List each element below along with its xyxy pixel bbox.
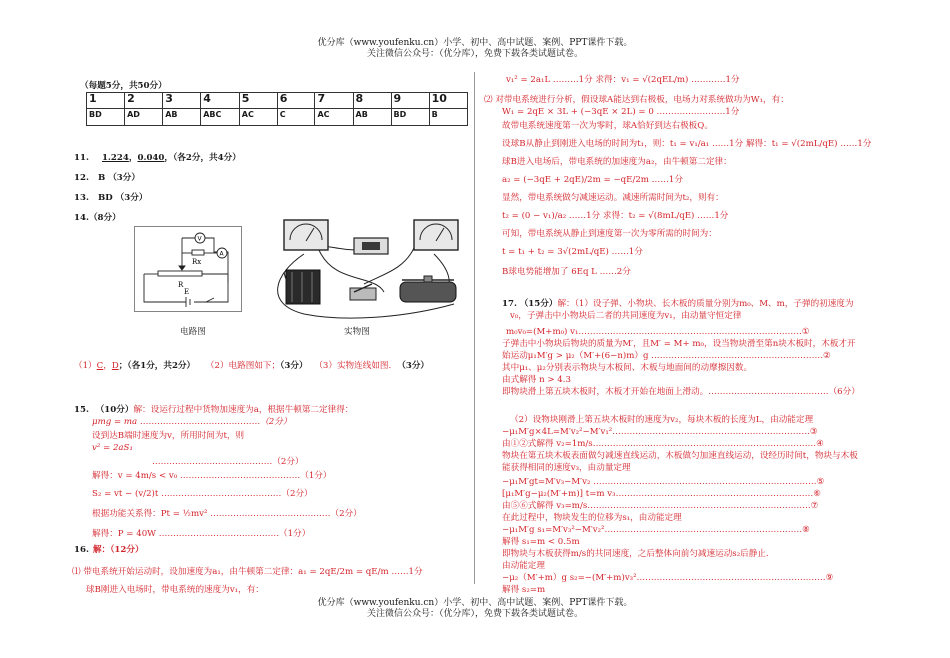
q16-head-text: 解：（12分） [92, 545, 144, 555]
q15-eq1: μmg = ma ……………………………………（2分） [92, 417, 292, 427]
q11-a1: 1.224 [101, 153, 129, 163]
circuit-caption: 电路图 [180, 327, 206, 337]
q11-sep: ， [128, 153, 138, 163]
q17-score: （15分） [519, 299, 558, 309]
r-line-6: 球B进入电场后，带电系统的加速度为a₂，由牛顿第二定律： [502, 157, 732, 167]
circuit-label-v: V [197, 235, 202, 243]
mc-answer-table [86, 92, 468, 126]
q17-l12: 物块在第五块木板表面做匀减速直线运动，木板做匀加速直线运动，设经历时间t，物块与木板 [502, 451, 858, 461]
mc-answer: B [429, 109, 467, 126]
mc-heading: （每题5分，共50分） [80, 81, 167, 91]
r-line-10: 可知，带电系统从静止到速度第一次为零所需的时间为： [502, 229, 717, 239]
r-line-7: a₂ = (−3qE + 2qE)/2m = −qE/2m ……1分 [502, 175, 683, 185]
q16-num: 16. [74, 545, 89, 555]
r-line-9: t₂ = (0 − v₁)/a₂ ……1分 求得：t₂ = √(8mL/qE) ……1分 [502, 211, 729, 221]
q14-c: C [96, 361, 104, 371]
q17-l9: （2）设物块刚滑上第五块木板时的速度为v₂，每块木板的长度为L，由动能定理 [510, 415, 814, 425]
q11-a2: 0.040 [137, 153, 165, 163]
mc-number: 4 [201, 93, 240, 109]
q12-answer [74, 172, 140, 184]
q17-l10: −μ₁M′g×4L=M′v₂²−M′v₁²……………………………………………………………③ [502, 427, 818, 437]
mc-answer: BD [391, 109, 429, 126]
q15-eq3: 解得：v = 4m/s < v₀ ……………………………………（1分） [92, 471, 332, 481]
q17-l18: −μ₁M′g s₁=M′v₃²−M′v₂²……………………………………………………………⑧ [502, 525, 810, 535]
q17-l3: m₀v₀=(M+m₀) v₁……………………………………………………………………① [506, 327, 810, 337]
mc-number: 6 [277, 93, 315, 109]
q14-p2-score: （3分） [280, 361, 308, 371]
r-line-4: 故带电系统速度第一次为零时，球A恰好到达右极板Q。 [502, 121, 713, 131]
q14-p1: （1） [74, 361, 97, 371]
q15-intro: 解：设运行过程中货物加速度为a，根据牛顿第二定律得： [133, 405, 354, 415]
q17-l2: v₀，子弹击中小物块后二者的共同速度为v₁，由动量守恒定律 [510, 311, 742, 321]
q14-answers [74, 360, 429, 372]
q15-eq6: 解得：P = 40W ……………………………………（1分） [92, 529, 311, 539]
switch-icon [350, 284, 376, 300]
mc-answer: AB [353, 109, 391, 126]
circuit-diagram [134, 226, 242, 312]
q17-l13: 能获得相同的速度v₃，由动量定理 [502, 463, 631, 473]
q14-heading [74, 212, 121, 224]
q15-eq2: v² = 2aS₁ [92, 443, 133, 453]
q14-d: D [111, 361, 119, 371]
column-divider [474, 72, 475, 584]
q17-l11: 由①②式解得 v₂=1m/s……………………………………………………………………④ [502, 439, 824, 449]
q17-num: 17. [502, 299, 517, 309]
header-line-1: 优分库（www.youfenku.cn）小学、初中、高中试题、案例、PPT课件下载。 [317, 38, 633, 48]
mc-number-row [87, 93, 468, 109]
mc-answer: ABC [201, 109, 240, 126]
q17-l16: 由⑤⑥式解得 v₃=m/s……………………………………………………………………⑦ [502, 501, 819, 511]
mc-number: 8 [353, 93, 391, 109]
page-header [0, 38, 950, 60]
q13-answer [74, 192, 147, 204]
q17-l1: 解：（1）设子弹、小物块、长木板的质量分别为m₀、M、m，子弹的初速度为 [557, 299, 854, 309]
q15-eq5: 根据功能关系得：Pt = ½mv² ……………………………………（2分） [92, 509, 362, 519]
q17-l8: 即物块滑上第五块木板时，木板才开始在地面上滑动。……………………………………（6分） [502, 387, 860, 397]
q12-text: B （3分） [97, 173, 140, 183]
mc-number: 10 [429, 93, 467, 109]
q17-l15: [μ₁M′g−μ₂(M′+m)] t=m v₃……………………………………………………………⑥ [502, 489, 821, 499]
mc-answer: AB [163, 109, 201, 126]
mc-number: 2 [125, 93, 163, 109]
r-line-2: ⑵ 对带电系统进行分析，假设球A能达到右极板，电场力对系统做功为W₁，有： [484, 95, 789, 105]
q15-l2: 设到达B端时速度为v，所用时间为t，则 [92, 431, 245, 441]
r-line-8: 显然，带电系统做匀减速运动。减速所需时间为t₂，则有： [502, 193, 724, 203]
mc-answer: AC [239, 109, 277, 126]
q17-l6: 其中μ₁、μ₂分别表示物块与木板间、木板与地面间的动摩擦因数。 [502, 363, 753, 373]
r-line-5: 设球B从静止到刚进入电场的时间为t₁，则：t₁ = v₁/a₁ ……1分 解得：t₁ = √(2mL/qE) ……1分 [502, 139, 872, 149]
ammeter-icon [414, 220, 458, 250]
voltmeter-icon [284, 220, 328, 250]
r-line-3: W₁ = 2qE × 3L + (−3qE × 2L) = 0 ……………………1分 [502, 107, 740, 117]
q11-answer [74, 152, 241, 164]
q17-l17: 在此过程中，物块发生的位移为s₁，由动能定理 [502, 513, 682, 523]
q17-head [502, 298, 854, 310]
q15-num: 15. [74, 405, 89, 415]
q15-head [74, 404, 353, 416]
mc-answer: BD [87, 109, 125, 126]
circuit-label-rx: Rx [192, 258, 202, 266]
mc-number: 3 [163, 93, 201, 109]
q16-p1b: 球B刚进入电场时，带电系统的速度为v₁，有： [86, 585, 264, 595]
mc-number: 1 [87, 93, 125, 109]
q12-num: 12. [74, 173, 89, 183]
mc-answer: AC [315, 109, 353, 126]
q11-num: 11. [74, 153, 89, 163]
mc-answer: AD [125, 109, 163, 126]
footer-line-2: 关注微信公众号：（优分库），免费下载各类试题试卷。 [366, 609, 583, 619]
mc-answer: C [277, 109, 315, 126]
q17-l14: −μ₁M′gt=M′v₃−M′v₂ ……………………………………………………………………⑤ [502, 477, 825, 487]
circuit-label-r: R [178, 281, 184, 289]
q13-text: BD （3分） [97, 193, 148, 203]
q14-p1-score: ；（各1分，共2分） [118, 361, 196, 371]
q13-num: 13. [74, 193, 89, 203]
circuit-label-a: A [219, 250, 224, 258]
q16-head [74, 544, 144, 556]
q17-l22: −μ₂（M′+m）g s₂=−(M′+m)v₃²…………………………………………………………⑨ [502, 573, 834, 583]
resistor-box-icon [354, 238, 388, 254]
q15-eq4: S₂ = vt − (v/2)t ……………………………………（2分） [92, 489, 313, 499]
mc-answer-row [87, 109, 468, 126]
q14-text: （8分） [88, 213, 121, 223]
q15-score: （10分） [95, 405, 134, 415]
q17-l7: 由式解得 n > 4.3 [502, 375, 571, 385]
circuit-label-e: E [184, 288, 190, 296]
page-footer [0, 598, 950, 620]
q17-l5: 始运动μ₁M′g > μ₂（M′+(6−n)m）g ……………………………………………………② [502, 351, 831, 361]
q14-num: 14. [74, 213, 89, 223]
q17-l23: 解得 s₂=m [502, 585, 546, 595]
q15-eq2-score: ……………………………………（2分） [152, 457, 304, 467]
battery-icon [286, 270, 320, 304]
q14-p3-score: （3分） [397, 361, 430, 371]
mc-number: 7 [315, 93, 353, 109]
q17-l4: 子弹击中小物块后物块的质量为M′，且M′ = M+ m₀，设当物块滑至第n块木板时，木板才开 [502, 339, 856, 349]
q11-score: ，（各2分，共4分） [164, 153, 241, 163]
r-line-1: v₁² = 2a₁L ………1分 求得：v₁ = √(2qEL/m) …………1分 [506, 75, 740, 85]
r-line-11: t = t₁ + t₂ = 3√(2mL/qE) ……1分 [502, 247, 643, 257]
q17-l21: 由动能定理 [502, 561, 545, 571]
q17-l20: 即物块与木板获得m/s的共同速度，之后整体向前匀减速运动s₂后静止. [502, 549, 769, 559]
footer-line-1: 优分库（www.youfenku.cn）小学、初中、高中试题、案例、PPT课件下载。 [317, 598, 633, 608]
q16-p1a: ⑴ 带电系统开始运动时，设加速度为a₁，由牛顿第二定律：a₁ = 2qE/2m = qE/m ……1分 [72, 567, 423, 577]
r-line-12: B球电势能增加了 6Eq L ……2分 [502, 267, 631, 277]
rheostat-icon [400, 276, 456, 302]
header-line-2: 关注微信公众号：（优分库），免费下载各类试题试卷。 [366, 49, 583, 59]
mc-number: 9 [391, 93, 429, 109]
q14-p3: （3）实物连线如图. [314, 361, 392, 371]
q14-comma: ， [103, 361, 112, 371]
q17-l19: 解得 s₁=m < 0.5m [502, 537, 580, 547]
photo-caption: 实物图 [344, 327, 370, 337]
q14-p2: （2）电路图如下； [205, 361, 281, 371]
mc-number: 5 [239, 93, 277, 109]
wiring-photo [264, 214, 470, 324]
